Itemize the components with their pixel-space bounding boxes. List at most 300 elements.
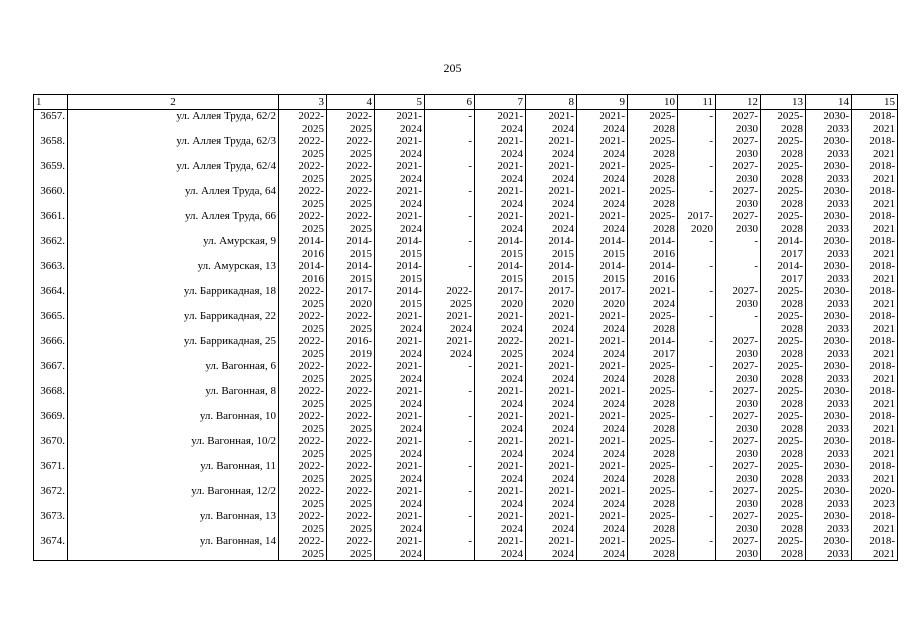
period-end: 2025: [302, 547, 324, 560]
period-cell: [806, 360, 852, 385]
period-end: 2024: [501, 447, 523, 460]
period-cell: [852, 385, 898, 410]
period-end: 2033: [827, 247, 849, 260]
period-start: 2014-: [396, 285, 422, 297]
period-end: 2025: [350, 472, 372, 485]
period-end: 2025: [350, 147, 372, 160]
period-cell: [716, 385, 761, 410]
period-cell: [678, 285, 716, 310]
period-start: 2025-: [777, 185, 803, 197]
period-end: [718, 248, 758, 261]
period-end: 2028: [781, 547, 803, 560]
period-start: 2025-: [777, 460, 803, 472]
period-cell: [577, 285, 628, 310]
column-header: 1: [34, 95, 68, 110]
period-start: 2014-: [497, 260, 523, 272]
period-start: 2030-: [823, 335, 849, 347]
period-end: 2024: [603, 197, 625, 210]
period-start: 2022-: [346, 435, 372, 447]
period-end: 2024: [603, 422, 625, 435]
period-end: 2021: [873, 247, 895, 260]
period-end: [427, 548, 472, 561]
period-start: 2018-: [869, 460, 895, 472]
period-end: 2024: [603, 172, 625, 185]
period-cell: [327, 260, 375, 285]
period-start: 2021-: [599, 485, 625, 497]
period-cell: [628, 235, 678, 260]
period-end: [680, 398, 713, 411]
period-start: -: [468, 160, 472, 172]
period-cell: [806, 260, 852, 285]
period-cell: [375, 335, 425, 360]
period-end: 2024: [552, 147, 574, 160]
column-header: 3: [279, 95, 327, 110]
period-cell: [475, 110, 526, 136]
period-start: 2018-: [869, 435, 895, 447]
period-end: [680, 523, 713, 536]
period-start: 2022-: [298, 185, 324, 197]
period-end: 2024: [552, 522, 574, 535]
period-end: [680, 348, 713, 361]
period-end: 2021: [873, 272, 895, 285]
period-end: 2021: [873, 422, 895, 435]
period-start: 2027-: [732, 135, 758, 147]
period-start: 2030-: [823, 485, 849, 497]
period-start: 2025-: [649, 360, 675, 372]
period-start: 2021-: [548, 460, 574, 472]
period-start: 2021-: [497, 135, 523, 147]
period-cell: [526, 235, 577, 260]
period-cell: [716, 310, 761, 335]
period-start: 2021-: [446, 335, 472, 347]
period-start: 2018-: [869, 310, 895, 322]
period-cell: [806, 410, 852, 435]
period-cell: [526, 535, 577, 561]
period-end: 2021: [873, 322, 895, 335]
table-row: [34, 485, 898, 510]
period-end: 2024: [603, 372, 625, 385]
period-end: 2024: [501, 422, 523, 435]
period-cell: [327, 510, 375, 535]
period-end: 2021: [873, 147, 895, 160]
period-end: 2033: [827, 197, 849, 210]
period-end: [427, 148, 472, 161]
period-start: -: [468, 535, 472, 547]
address-cell: ул. Амурская, 9: [68, 235, 279, 260]
period-start: 2021-: [599, 310, 625, 322]
period-cell: [628, 210, 678, 235]
period-end: 2025: [450, 297, 472, 310]
period-start: 2021-: [497, 310, 523, 322]
period-cell: [628, 535, 678, 561]
period-end: 2024: [400, 372, 422, 385]
period-cell: [425, 360, 475, 385]
period-start: 2030-: [823, 110, 849, 122]
period-end: [680, 423, 713, 436]
table-row: [34, 185, 898, 210]
period-end: 2025: [302, 197, 324, 210]
period-end: 2028: [781, 522, 803, 535]
period-start: 2025-: [777, 535, 803, 547]
period-start: 2021-: [548, 310, 574, 322]
period-start: 2021-: [396, 410, 422, 422]
period-cell: [716, 410, 761, 435]
period-end: 2028: [781, 347, 803, 360]
period-end: 2015: [603, 247, 625, 260]
row-number: 3671.: [34, 460, 68, 485]
column-header: 2: [68, 95, 279, 110]
period-start: 2022-: [346, 485, 372, 497]
period-end: 2019: [350, 347, 372, 360]
period-end: 2024: [603, 222, 625, 235]
period-end: 2024: [501, 322, 523, 335]
period-end: [718, 273, 758, 286]
period-start: 2018-: [869, 260, 895, 272]
period-start: 2025-: [649, 110, 675, 122]
period-start: 2025-: [649, 385, 675, 397]
period-start: 2014-: [396, 235, 422, 247]
period-start: 2021-: [548, 385, 574, 397]
period-end: 2024: [603, 522, 625, 535]
period-cell: [678, 135, 716, 160]
period-start: 2022-: [298, 135, 324, 147]
period-start: 2021-: [599, 435, 625, 447]
period-cell: [577, 260, 628, 285]
period-end: 2020: [552, 297, 574, 310]
period-end: 2015: [501, 247, 523, 260]
period-end: 2021: [873, 522, 895, 535]
period-end: 2025: [350, 372, 372, 385]
period-start: 2022-: [346, 535, 372, 547]
period-start: -: [709, 310, 713, 322]
period-end: 2028: [653, 372, 675, 385]
period-start: 2021-: [548, 435, 574, 447]
period-end: [427, 473, 472, 486]
period-cell: [716, 510, 761, 535]
period-start: 2021-: [548, 185, 574, 197]
period-start: 2022-: [298, 110, 324, 122]
period-cell: [327, 460, 375, 485]
period-end: [427, 398, 472, 411]
period-end: 2015: [400, 247, 422, 260]
period-end: [680, 323, 713, 336]
period-start: -: [709, 160, 713, 172]
period-start: 2021-: [396, 135, 422, 147]
period-start: 2021-: [396, 535, 422, 547]
period-start: 2021-: [599, 385, 625, 397]
period-end: 2017: [653, 347, 675, 360]
period-start: 2021-: [649, 285, 675, 297]
table-row: [34, 235, 898, 260]
table-row: [34, 335, 898, 360]
period-end: 2024: [501, 497, 523, 510]
period-cell: [806, 210, 852, 235]
period-start: 2025-: [777, 285, 803, 297]
period-start: 2027-: [732, 385, 758, 397]
period-cell: [279, 335, 327, 360]
table-row: [34, 260, 898, 285]
period-start: 2030-: [823, 310, 849, 322]
period-cell: [327, 535, 375, 561]
period-start: 2030-: [823, 135, 849, 147]
period-start: 2030-: [823, 510, 849, 522]
period-start: 2021-: [396, 160, 422, 172]
period-end: 2028: [653, 422, 675, 435]
period-start: 2021-: [497, 535, 523, 547]
period-cell: [327, 385, 375, 410]
period-start: 2022-: [346, 410, 372, 422]
period-end: 2033: [827, 272, 849, 285]
period-cell: [375, 160, 425, 185]
period-start: 2021-: [599, 185, 625, 197]
period-end: 2024: [501, 547, 523, 560]
period-cell: [806, 335, 852, 360]
period-start: 2014-: [649, 335, 675, 347]
period-start: -: [468, 260, 472, 272]
period-start: 2021-: [497, 110, 523, 122]
period-cell: [279, 385, 327, 410]
period-cell: [852, 235, 898, 260]
address-cell: ул. Вагонная, 11: [68, 460, 279, 485]
period-cell: [716, 535, 761, 561]
period-start: 2021-: [548, 135, 574, 147]
period-cell: [425, 135, 475, 160]
period-start: 2022-: [298, 435, 324, 447]
period-start: 2018-: [869, 335, 895, 347]
period-cell: [526, 285, 577, 310]
period-cell: [628, 360, 678, 385]
period-end: 2024: [552, 322, 574, 335]
period-start: 2018-: [869, 110, 895, 122]
period-cell: [577, 335, 628, 360]
period-cell: [761, 335, 806, 360]
period-cell: [761, 160, 806, 185]
period-cell: [279, 460, 327, 485]
period-end: 2017: [781, 272, 803, 285]
period-end: 2025: [302, 422, 324, 435]
row-number: 3664.: [34, 285, 68, 310]
period-start: 2025-: [777, 485, 803, 497]
period-end: 2033: [827, 422, 849, 435]
period-cell: [425, 235, 475, 260]
period-end: 2025: [350, 172, 372, 185]
period-cell: [716, 435, 761, 460]
period-end: 2025: [350, 547, 372, 560]
period-cell: [375, 410, 425, 435]
period-end: 2015: [350, 247, 372, 260]
period-start: 2022-: [346, 185, 372, 197]
period-cell: [852, 135, 898, 160]
period-start: -: [468, 210, 472, 222]
period-cell: [279, 285, 327, 310]
period-start: 2022-: [346, 135, 372, 147]
period-end: 2025: [350, 422, 372, 435]
period-end: 2016: [653, 247, 675, 260]
period-start: 2021-: [396, 485, 422, 497]
address-cell: ул. Аллея Труда, 62/2: [68, 110, 279, 136]
period-start: 2027-: [732, 185, 758, 197]
period-start: 2025-: [649, 485, 675, 497]
period-cell: [806, 110, 852, 136]
period-cell: [425, 410, 475, 435]
period-start: 2025-: [649, 535, 675, 547]
period-cell: [526, 460, 577, 485]
period-cell: [761, 485, 806, 510]
period-start: 2025-: [649, 410, 675, 422]
period-start: 2025-: [649, 310, 675, 322]
column-header: 7: [475, 95, 526, 110]
row-number: 3672.: [34, 485, 68, 510]
period-end: 2028: [781, 472, 803, 485]
period-cell: [375, 185, 425, 210]
period-start: 2022-: [298, 310, 324, 322]
period-start: 2021-: [548, 535, 574, 547]
period-cell: [375, 310, 425, 335]
period-end: 2021: [873, 447, 895, 460]
period-cell: [852, 410, 898, 435]
period-end: 2024: [603, 322, 625, 335]
period-cell: [425, 110, 475, 136]
period-start: 2018-: [869, 235, 895, 247]
period-end: 2021: [873, 547, 895, 560]
period-start: 2014-: [599, 260, 625, 272]
period-cell: [716, 185, 761, 210]
period-cell: [761, 135, 806, 160]
period-end: [680, 148, 713, 161]
period-start: 2021-: [548, 410, 574, 422]
period-start: 2027-: [732, 110, 758, 122]
period-end: [427, 248, 472, 261]
period-start: 2022-: [346, 210, 372, 222]
period-end: 2024: [603, 397, 625, 410]
period-cell: [327, 160, 375, 185]
period-end: [680, 248, 713, 261]
address-cell: ул. Баррикадная, 25: [68, 335, 279, 360]
period-end: 2025: [302, 522, 324, 535]
period-start: -: [709, 285, 713, 297]
period-start: 2027-: [732, 510, 758, 522]
period-cell: [577, 160, 628, 185]
column-header: 5: [375, 95, 425, 110]
period-end: 2024: [552, 172, 574, 185]
period-cell: [327, 485, 375, 510]
period-cell: [678, 310, 716, 335]
period-end: 2028: [781, 447, 803, 460]
period-end: 2028: [781, 222, 803, 235]
period-end: 2030: [736, 472, 758, 485]
period-cell: [526, 260, 577, 285]
period-start: 2025-: [777, 510, 803, 522]
period-start: 2030-: [823, 185, 849, 197]
period-cell: [577, 210, 628, 235]
period-cell: [475, 460, 526, 485]
period-end: 2024: [552, 197, 574, 210]
period-end: 2025: [302, 122, 324, 135]
period-start: 2017-: [346, 285, 372, 297]
period-cell: [761, 535, 806, 561]
period-cell: [577, 410, 628, 435]
period-end: 2024: [501, 397, 523, 410]
table-body: [34, 110, 898, 561]
period-cell: [761, 460, 806, 485]
period-end: 2020: [603, 297, 625, 310]
period-start: 2022-: [446, 285, 472, 297]
period-end: 2028: [781, 197, 803, 210]
period-end: 2033: [827, 222, 849, 235]
period-cell: [375, 385, 425, 410]
table-row: [34, 135, 898, 160]
period-end: 2025: [302, 447, 324, 460]
period-cell: [526, 360, 577, 385]
row-number: 3657.: [34, 110, 68, 136]
period-start: 2022-: [298, 535, 324, 547]
period-start: 2025-: [649, 460, 675, 472]
period-end: [680, 173, 713, 186]
period-cell: [526, 310, 577, 335]
period-end: [680, 273, 713, 286]
period-start: 2014-: [548, 235, 574, 247]
period-end: 2024: [603, 472, 625, 485]
period-cell: [327, 435, 375, 460]
period-end: 2021: [873, 472, 895, 485]
period-end: [680, 448, 713, 461]
period-end: 2024: [552, 222, 574, 235]
period-cell: [475, 160, 526, 185]
period-end: 2028: [781, 322, 803, 335]
period-start: 2021-: [497, 460, 523, 472]
period-start: 2025-: [649, 185, 675, 197]
period-end: 2024: [501, 172, 523, 185]
period-cell: [716, 485, 761, 510]
period-end: 2028: [653, 547, 675, 560]
column-header: 13: [761, 95, 806, 110]
period-start: 2022-: [497, 335, 523, 347]
period-end: 2025: [302, 372, 324, 385]
period-end: 2024: [400, 147, 422, 160]
period-end: 2033: [827, 147, 849, 160]
period-end: 2025: [350, 222, 372, 235]
period-start: -: [468, 110, 472, 122]
period-end: [427, 373, 472, 386]
period-start: 2017-: [497, 285, 523, 297]
period-end: 2021: [873, 297, 895, 310]
period-start: 2027-: [732, 360, 758, 372]
period-end: 2016: [302, 247, 324, 260]
table-row: [34, 510, 898, 535]
period-cell: [425, 160, 475, 185]
address-cell: ул. Баррикадная, 18: [68, 285, 279, 310]
period-start: -: [709, 435, 713, 447]
period-cell: [852, 460, 898, 485]
period-end: 2028: [653, 497, 675, 510]
period-cell: [678, 260, 716, 285]
period-start: 2030-: [823, 260, 849, 272]
period-cell: [577, 310, 628, 335]
period-cell: [806, 435, 852, 460]
period-cell: [327, 235, 375, 260]
period-start: -: [468, 360, 472, 372]
period-end: 2024: [501, 122, 523, 135]
period-end: 2028: [781, 122, 803, 135]
period-start: 2021-: [497, 435, 523, 447]
period-end: 2033: [827, 447, 849, 460]
period-end: 2030: [736, 197, 758, 210]
period-cell: [425, 185, 475, 210]
period-end: 2015: [400, 272, 422, 285]
period-cell: [852, 260, 898, 285]
period-cell: [279, 160, 327, 185]
period-cell: [425, 310, 475, 335]
